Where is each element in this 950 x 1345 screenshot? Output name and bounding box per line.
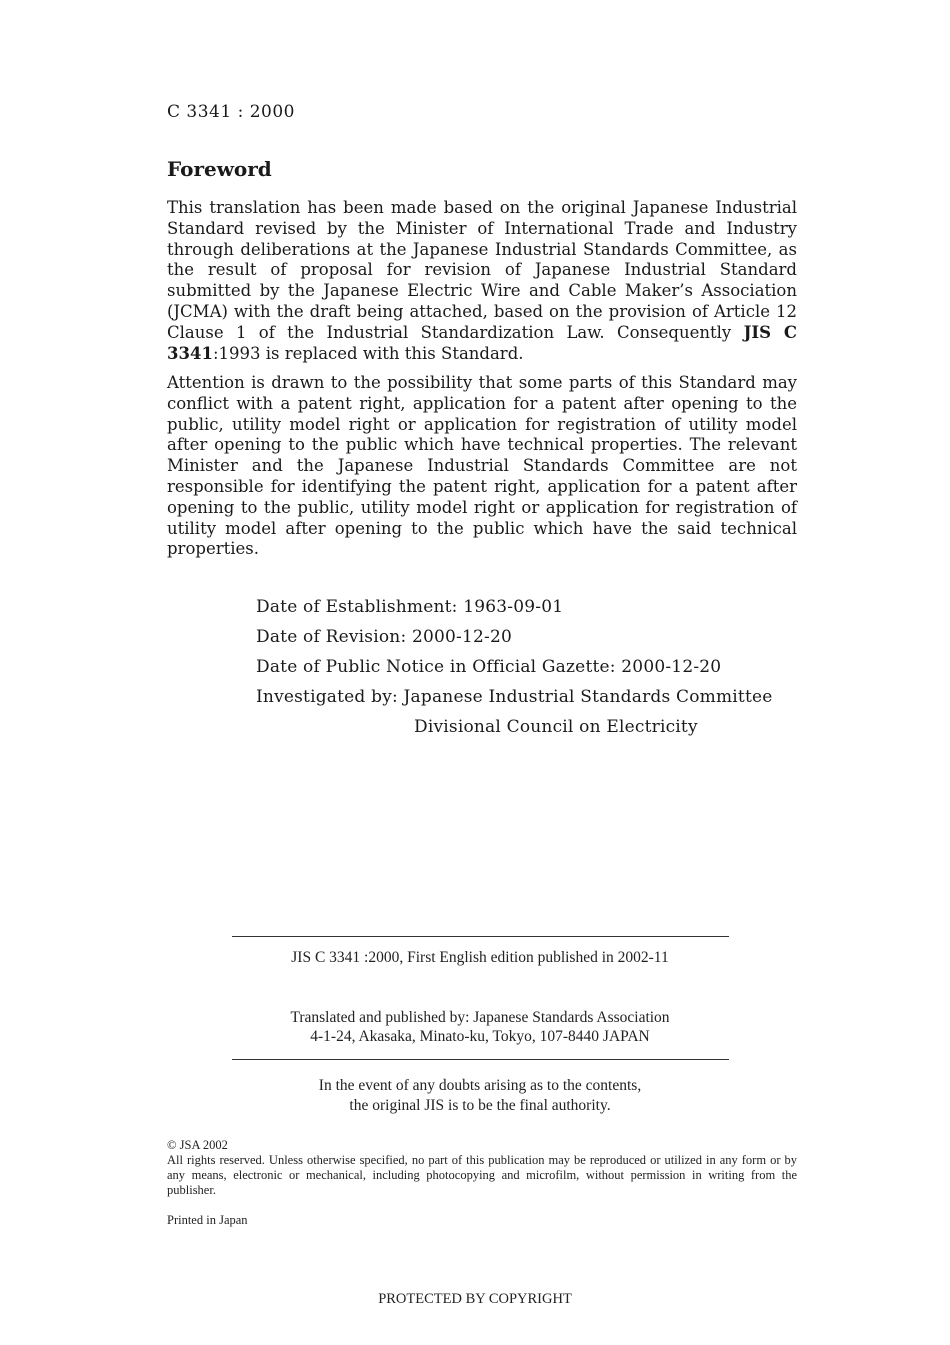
doubts-line-2: the original JIS is to be the final authority.	[349, 1097, 611, 1114]
date-of-revision: Date of Revision: 2000-12-20	[256, 627, 512, 647]
printed-in: Printed in Japan	[167, 1213, 248, 1227]
address-line: 4-1-24, Akasaka, Minato-ku, Tokyo, 107-8440 JAPAN	[310, 1028, 650, 1045]
divider-top	[232, 936, 729, 937]
foreword-paragraph-1-text: This translation has been made based on the original Japanese Industrial Standard revised by the Minister of International Trade and Industry through deliberations at the Japanese Industrial Standards Committee, as the result of proposal for revision of Japanese Industrial Standard submitted by the Japanese Electric Wire and Cable Maker’s Association (JCMA) with the draft being attached, based on the provision of Article 12 Clause 1 of the Industrial Standardization Law. Consequently	[167, 198, 797, 342]
publisher-line: Translated and published by: Japanese Standards Association	[290, 1009, 670, 1026]
date-of-public-notice: Date of Public Notice in Official Gazette: 2000-12-20	[256, 657, 722, 677]
jis-reference: JIS C 3341	[167, 322, 797, 363]
protected-by-copyright-footer: PROTECTED BY COPYRIGHT	[378, 1291, 572, 1307]
copyright-notice: © JSA 2002	[167, 1138, 228, 1152]
foreword-paragraph-2: Attention is drawn to the possibility that some parts of this Standard may conflict with a patent right, application for a patent after opening to the public, utility model right or application for registration of utility model after opening to the public which have technical properties. The relevant Minister and the Japanese Industrial Standards Committee are not responsible for identifying the patent right, application for a patent after opening to the public, utility model right or application for registration of utility model after opening to the public which have the said technical properties.	[167, 373, 797, 559]
foreword-title: Foreword	[167, 157, 272, 181]
divider-bottom	[232, 1059, 729, 1060]
date-of-establishment: Date of Establishment: 1963-09-01	[256, 597, 564, 617]
foreword-paragraph-1	[167, 198, 797, 364]
foreword-paragraph-1-tail: :1993 is replaced with this Standard.	[212, 343, 524, 363]
edition-line: JIS C 3341 :2000, First English edition published in 2002-11	[291, 949, 669, 966]
doubts-line-1: In the event of any doubts arising as to the contents,	[318, 1077, 642, 1094]
document-number: C 3341 : 2000	[167, 102, 295, 122]
rights-statement: All rights reserved. Unless otherwise specified, no part of this publication may be reproduced or utilized in any form or by any means, electronic or mechanical, including photocopying and microfilm, without permission in writing from the publisher.	[167, 1153, 797, 1197]
divisional-council: Divisional Council on Electricity	[414, 717, 698, 737]
investigated-by: Investigated by: Japanese Industrial Standards Committee	[256, 687, 773, 707]
